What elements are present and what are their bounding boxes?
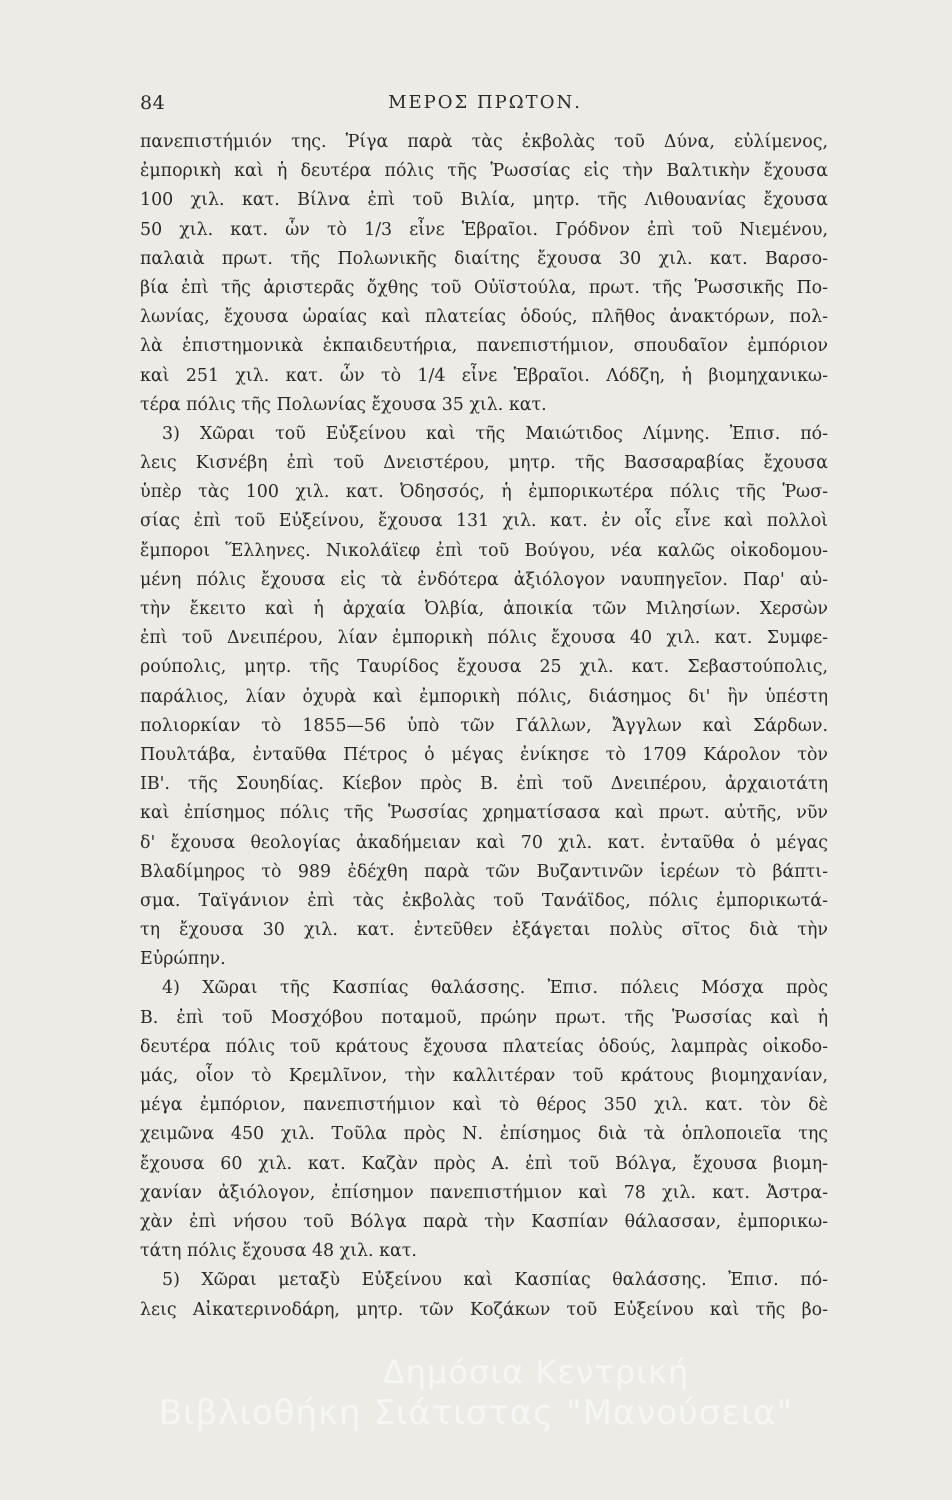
section-heading-line: 3) Χῶραι τοῦ Εὐξείνου καὶ τῆς Μαιώτιδος Λίμνης. Ἐπισ. πό- [162, 423, 828, 444]
text-line: ΙΒ'. τῆς Σουηδίας. Κίεβον πρὸς Β. ἐπὶ τοῦ Δνειπέρου, ἀρχαιοτάτη [140, 774, 828, 795]
page-header [140, 92, 830, 120]
text-line: πολιορκίαν τὸ 1855—56 ὑπὸ τῶν Γάλλων, Ἄγγλων καὶ Σάρδων. [140, 715, 828, 736]
text-line: Εὐρώπην. [140, 949, 226, 970]
running-head: ΜΕΡΟΣ ΠΡΩΤΟΝ. [388, 92, 582, 113]
text-line: ρούπολις, μητρ. τῆς Ταυρίδος ἔχουσα 25 χιλ. κατ. Σεβαστούπολις, [140, 657, 828, 678]
text-line: χανίαν ἀξιόλογον, ἐπίσημον πανεπιστήμιον καὶ 78 χιλ. κατ. Ἀστρα- [140, 1182, 828, 1203]
text-line: παλαιὰ πρωτ. τῆς Πολωνικῆς διαίτης ἔχουσα 30 χιλ. κατ. Βαρσο- [140, 248, 828, 269]
text-line: 100 χιλ. κατ. Βίλνα ἐπὶ τοῦ Βιλία, μητρ. τῆς Λιθουανίας ἔχουσα [140, 190, 828, 211]
library-watermark [0, 1353, 952, 1433]
text-line: Βλαδίμηρος τὸ 989 ἐδέχθη παρὰ τῶν Βυζαντινῶν ἱερέων τὸ βάπτι- [140, 861, 828, 882]
text-line: 50 χιλ. κατ. ὧν τὸ 1/3 εἶνε Ἑβραῖοι. Γρόδνον ἐπὶ τοῦ Νιεμένου, [140, 219, 828, 240]
text-line: καὶ ἐπίσημος πόλις τῆς Ῥωσσίας χρηματίσασα καὶ πρωτ. αὐτῆς, νῦν [140, 803, 828, 824]
text-line: μέγα ἐμπόριον, πανεπιστήμιον καὶ τὸ θέρος 350 χιλ. κατ. τὸν δὲ [140, 1095, 828, 1116]
text-line: Β. ἐπὶ τοῦ Μοσχόβου ποταμοῦ, πρώην πρωτ. τῆς Ῥωσσίας καὶ ἡ [140, 1007, 828, 1028]
text-line: λεις Αἰκατερινοδάρη, μητρ. τῶν Κοζάκων τοῦ Εὐξείνου καὶ τῆς βο- [140, 1299, 828, 1320]
text-line: μένη πόλις ἔχουσα εἰς τὰ ἐνδότερα ἀξιόλογον ναυπηγεῖον. Παρ' αὐ- [140, 569, 828, 590]
text-line: χειμῶνα 450 χιλ. Τοῦλα πρὸς Ν. ἐπίσημος διὰ τὰ ὁπλοποιεῖα της [140, 1124, 828, 1145]
text-line: παράλιος, λίαν ὀχυρὰ καὶ ἐμπορικὴ πόλις, διάσημος δι' ἣν ὑπέστη [140, 686, 828, 707]
body-text [140, 128, 828, 1325]
text-line: λὰ ἐπιστημονικὰ ἐκπαιδευτήρια, πανεπιστήμιον, σπουδαῖον ἐμπόριον [140, 336, 828, 357]
text-line: τη ἔχουσα 30 χιλ. κατ. ἐντεῦθεν ἐξάγεται πολὺς σῖτος διὰ τὴν [140, 920, 828, 941]
text-line: δευτέρα πόλις τοῦ κράτους ἔχουσα πλατείας ὁδούς, λαμπρὰς οἰκοδο- [140, 1036, 828, 1057]
text-line: Πουλτάβα, ἐνταῦθα Πέτρος ὁ μέγας ἐνίκησε τὸ 1709 Κάρολον τὸν [140, 744, 828, 765]
text-line: σμα. Ταϊγάνιον ἐπὶ τὰς ἐκβολὰς τοῦ Τανάϊδος, πόλις ἐμπορικωτά- [140, 890, 828, 911]
text-line: λεις Κισνέβη ἐπὶ τοῦ Δνειστέρου, μητρ. τῆς Βασσαραβίας ἔχουσα [140, 453, 828, 474]
text-line: ἔχουσα 60 χιλ. κατ. Καζὰν πρὸς Α. ἐπὶ τοῦ Βόλγα, ἔχουσα βιομη- [140, 1153, 828, 1174]
text-line: ἔμποροι Ἕλληνες. Νικολάϊεφ ἐπὶ τοῦ Βούγου, νέα καλῶς οἰκοδομου- [140, 540, 828, 561]
watermark-line-1: Δημόσια Κεντρική [382, 1353, 690, 1391]
text-line: σίας ἐπὶ τοῦ Εὐξείνου, ἔχουσα 131 χιλ. κατ. ἐν οἷς εἶνε καὶ πολλοὶ [140, 511, 828, 532]
text-line: τὴν ἔκειτο καὶ ἡ ἀρχαία Ὀλβία, ἀποικία τῶν Μιλησίων. Χερσὼν [140, 599, 828, 619]
text-line: τάτη πόλις ἔχουσα 48 χιλ. κατ. [140, 1241, 417, 1262]
text-line: καὶ 251 χιλ. κατ. ὧν τὸ 1/4 εἶνε Ἑβραῖοι. Λόδζη, ἡ βιομηχανικω- [140, 365, 828, 386]
section-heading-line: 5) Χῶραι μεταξὺ Εὐξείνου καὶ Κασπίας θαλάσσης. Ἐπισ. πό- [162, 1270, 828, 1291]
text-line: ἐμπορικὴ καὶ ἡ δευτέρα πόλις τῆς Ῥωσσίας εἰς τὴν Βαλτικὴν ἔχουσα [140, 161, 828, 182]
text-line: λωνίας, ἔχουσα ὡραίας καὶ πλατείας ὁδούς, πλῆθος ἀνακτόρων, πολ- [140, 307, 828, 328]
text-line: δ' ἔχουσα θεολογίας ἀκαδήμειαν καὶ 70 χιλ. κατ. ἐνταῦθα ὁ μέγας [140, 832, 828, 853]
page-number: 84 [140, 92, 166, 114]
text-line: ὑπὲρ τὰς 100 χιλ. κατ. Ὀδησσός, ἡ ἐμπορικωτέρα πόλις τῆς Ῥωσ- [140, 482, 828, 503]
text-line: βία ἐπὶ τῆς ἀριστερᾶς ὄχθης τοῦ Οὐϊστούλα, πρωτ. τῆς Ῥωσσικῆς Πο- [140, 277, 828, 298]
text-line: μάς, οἷον τὸ Κρεμλῖνον, τὴν καλλιτέραν τοῦ κράτους βιομηχανίαν, [140, 1066, 828, 1086]
text-line: χὰν ἐπὶ νήσου τοῦ Βόλγα παρὰ τὴν Κασπίαν θάλασσαν, ἐμπορικω- [140, 1211, 828, 1232]
watermark-line-2: Βιβλιοθήκη Σιάτιστας "Μανούσεια" [158, 1393, 794, 1433]
text-line: πανεπιστήμιόν της. Ῥίγα παρὰ τὰς ἐκβολὰς τοῦ Δύνα, εὐλίμενος, [140, 132, 828, 152]
text-line: τέρα πόλις τῆς Πολωνίας ἔχουσα 35 χιλ. κατ. [140, 394, 547, 415]
text-line: ἐπὶ τοῦ Δνειπέρου, λίαν ἐμπορικὴ πόλις ἔχουσα 40 χιλ. κατ. Συμφε- [140, 628, 828, 649]
section-heading-line: 4) Χῶραι τῆς Κασπίας θαλάσσης. Ἐπισ. πόλεις Μόσχα πρὸς [162, 978, 828, 999]
